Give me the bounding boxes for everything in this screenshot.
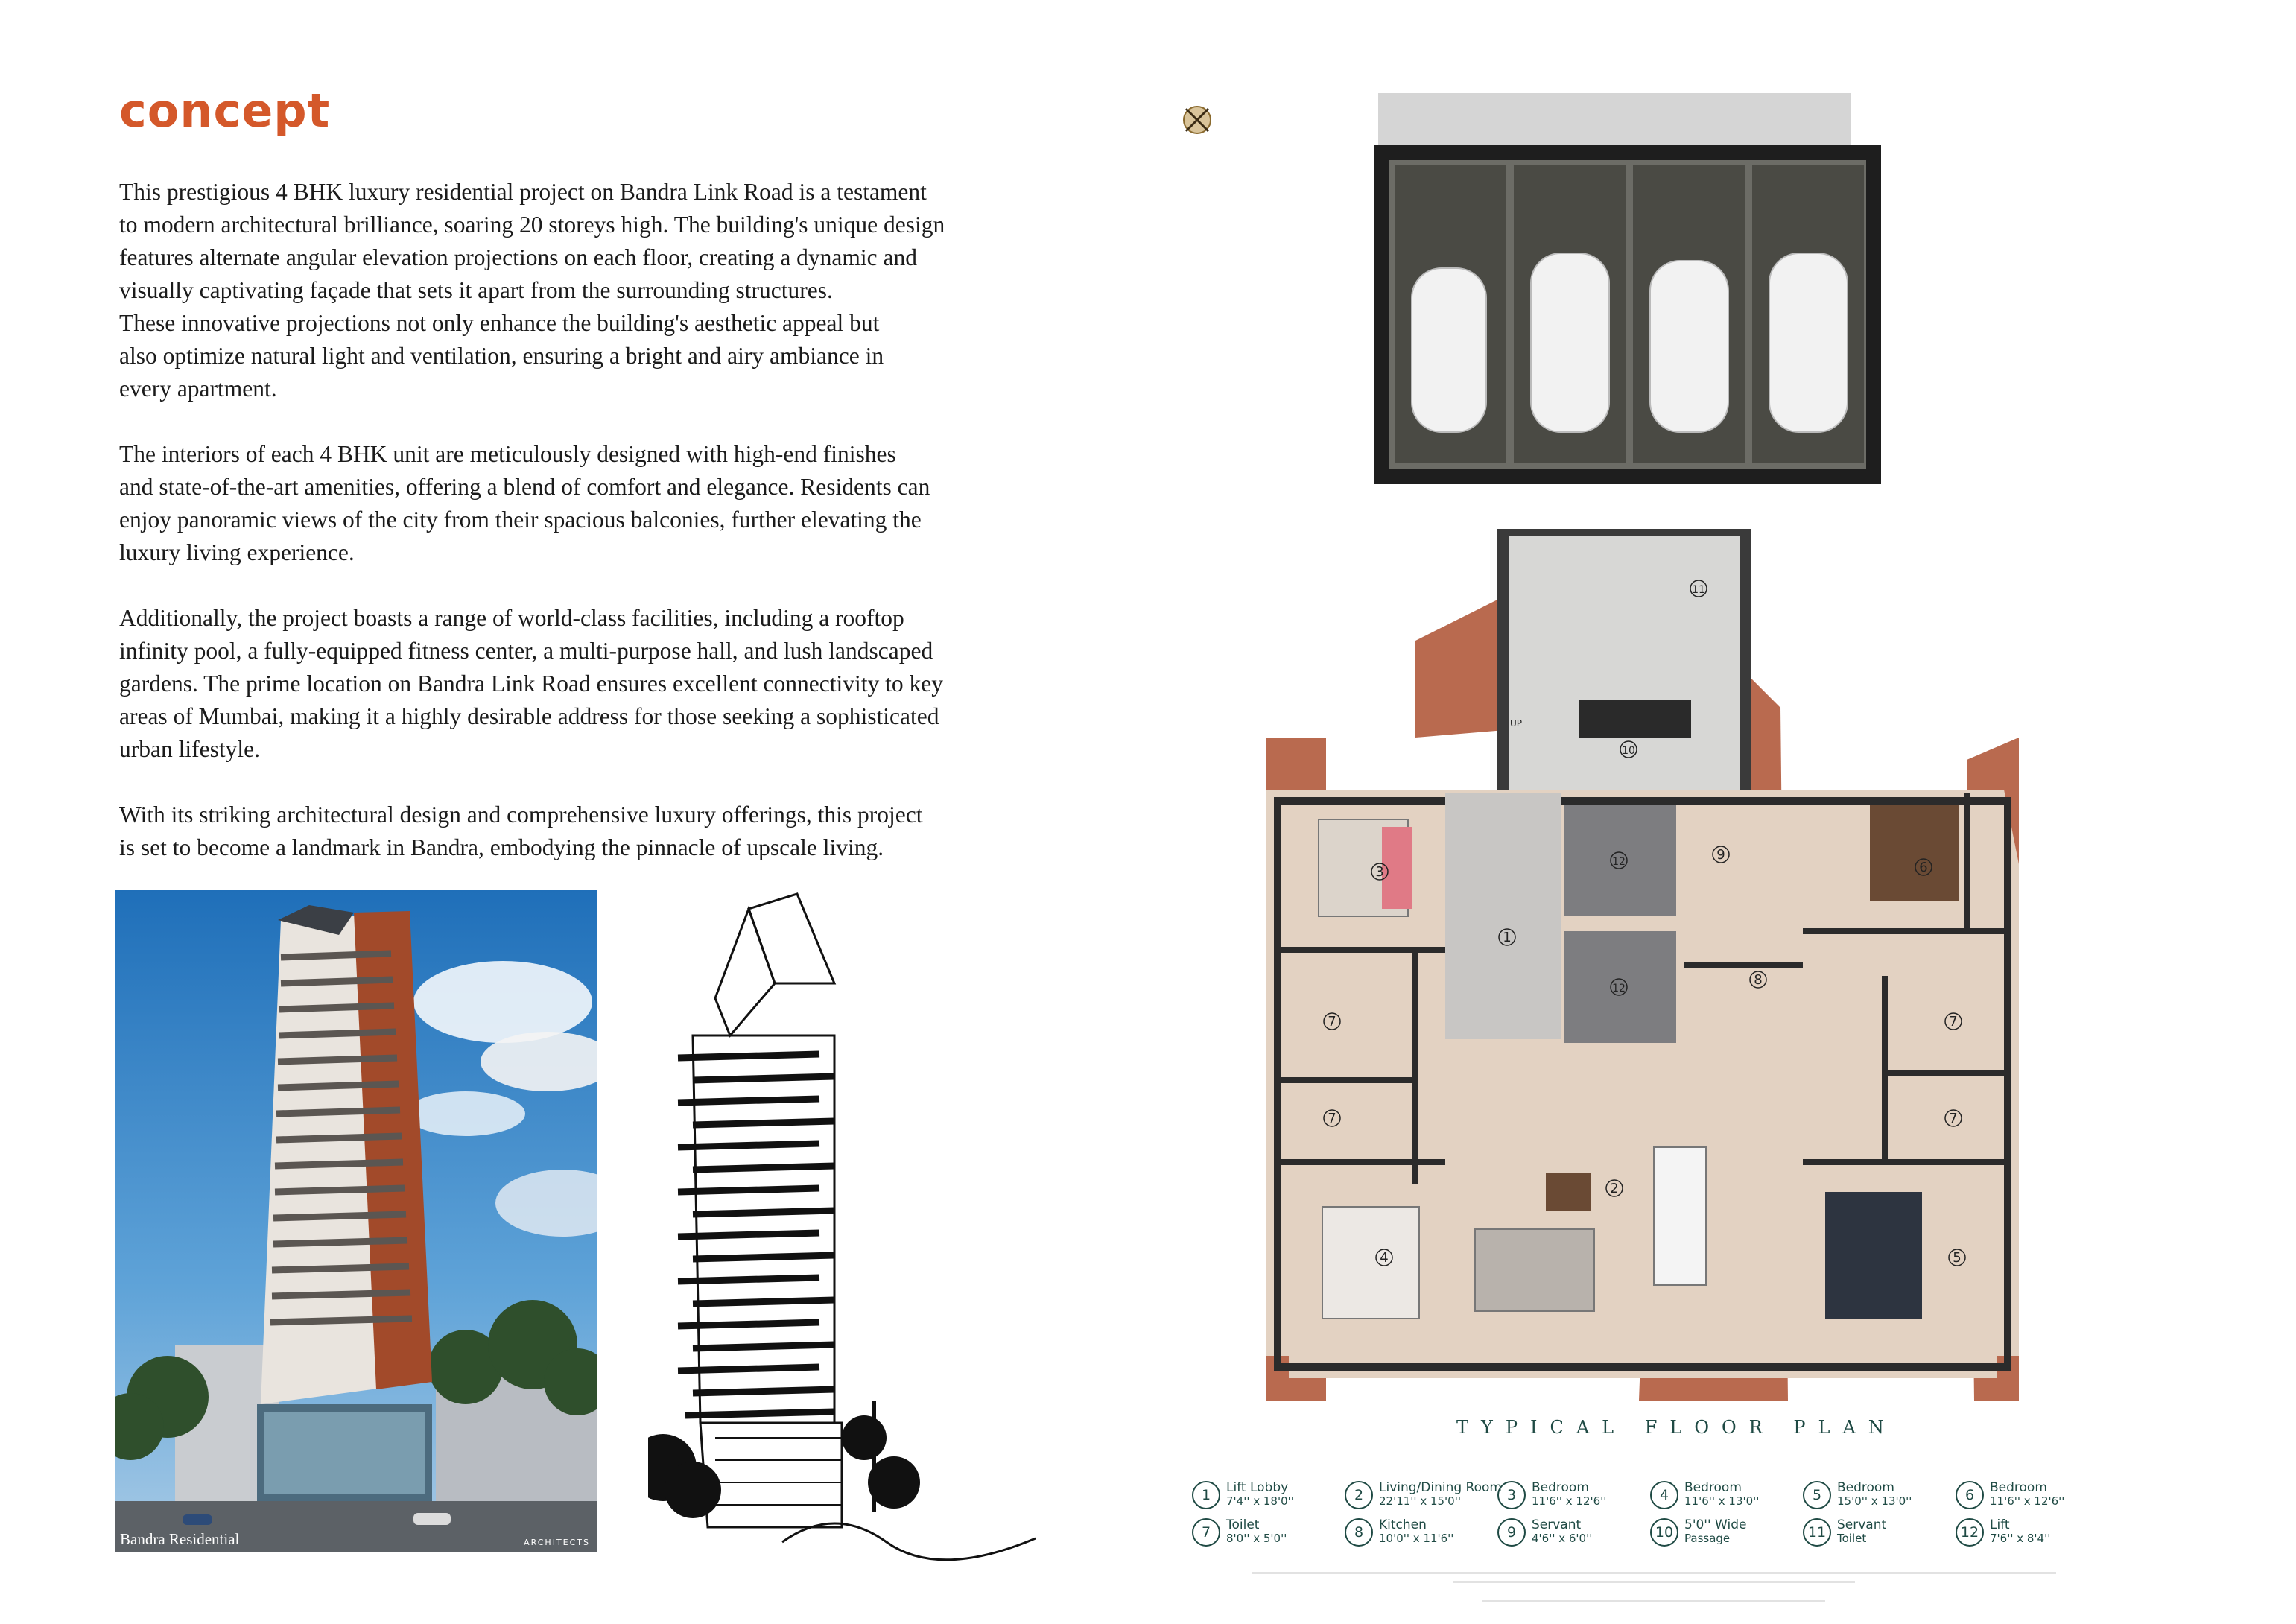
legend-item-8: 8 Kitchen 10'0'' x 11'6'': [1345, 1518, 1494, 1548]
plan-marker-5: 5: [1953, 1250, 1962, 1266]
typical-floor-plan: [1222, 89, 2064, 1408]
legend-item-5: 5 Bedroom 15'0'' x 13'0'': [1803, 1481, 1952, 1511]
legend-item-12: 12 Lift 7'6'' x 8'4'': [1956, 1518, 2105, 1548]
plan-marker-3: 3: [1375, 864, 1384, 880]
room-legend: [1192, 1481, 2078, 1548]
plan-marker-12a: 12: [1612, 856, 1626, 868]
architect-logo: ARCHITECTS: [524, 1538, 590, 1547]
stair-up-label: UP: [1509, 718, 1523, 729]
legend-item-1: 1 Lift Lobby 7'4'' x 18'0'': [1192, 1481, 1341, 1511]
paragraph-1: This prestigious 4 BHK luxury residential project on Bandra Link Road is a testament to modern architectural brilliance, soaring 20 storeys high. The building's unique design features alternate angular elevation projections on each floor, creating a dynamic and visually captivating façade that sets it apart from the surrounding structures. These innovative projections not only enhance the building's aesthetic appeal but also optimize natural light and ventilation, ensuring a bright and airy ambiance in every apartment.: [119, 179, 945, 402]
legend-item-9: 9 Servant 4'6'' x 6'0'': [1497, 1518, 1646, 1548]
plan-marker-4: 4: [1380, 1250, 1389, 1266]
plan-marker-7a: 7: [1328, 1014, 1336, 1030]
plan-marker-1: 1: [1503, 930, 1512, 945]
legend-item-2: 2 Living/Dining Room 22'11'' x 15'0'': [1345, 1481, 1494, 1511]
concept-text: [119, 176, 1013, 897]
paragraph-4: With its striking architectural design and comprehensive luxury offerings, this project is set to become a landmark in Bandra, embodying the pinnacle of upscale living.: [119, 802, 923, 860]
paragraph-2: The interiors of each 4 BHK unit are meticulously designed with high-end finishes and state-of-the-art amenities, offering a blend of comfort and elegance. Residents can enjoy panoramic views of the city from their spacious balconies, further elevating the luxury living experience.: [119, 441, 930, 565]
plan-marker-2: 2: [1610, 1181, 1619, 1196]
plan-marker-11: 11: [1692, 584, 1705, 596]
plan-marker-8: 8: [1754, 972, 1763, 988]
disclaimer-fine-print-2: [1453, 1581, 1855, 1583]
paragraph-3: Additionally, the project boasts a range of world-class facilities, including a rooftop infinity pool, a fully-equipped fitness center, a multi-purpose hall, and lush landscaped gardens. The prime location on Bandra Link Road ensures excellent connectivity to key areas of Mumbai, making it a highly desirable address for those seeking a sophisticated urban lifestyle.: [119, 605, 943, 762]
plan-marker-7c: 7: [1949, 1014, 1958, 1030]
legend-item-7: 7 Toilet 8'0'' x 5'0'': [1192, 1518, 1341, 1548]
building-sketch-image: [648, 886, 1065, 1564]
plan-marker-10: 10: [1622, 745, 1635, 757]
plan-title: TYPICAL FLOOR PLAN: [1456, 1417, 1897, 1438]
legend-item-11: 11 Servant Toilet: [1803, 1518, 1952, 1548]
building-render-image: [115, 890, 597, 1552]
north-compass-icon: [1179, 101, 1216, 139]
plan-marker-12b: 12: [1612, 983, 1626, 995]
disclaimer-fine-print: [1252, 1572, 2056, 1574]
plan-marker-9: 9: [1716, 847, 1725, 863]
page-heading: concept: [119, 83, 331, 138]
plan-marker-6: 6: [1919, 860, 1928, 875]
legend-item-4: 4 Bedroom 11'6'' x 13'0'': [1650, 1481, 1799, 1511]
rera-fine-print: [1482, 1600, 1825, 1602]
plan-marker-7d: 7: [1949, 1111, 1958, 1126]
legend-item-10: 10 5'0'' Wide Passage: [1650, 1518, 1799, 1548]
legend-item-3: 3 Bedroom 11'6'' x 12'6'': [1497, 1481, 1646, 1511]
render-caption: Bandra Residential: [120, 1530, 240, 1548]
plan-marker-7b: 7: [1328, 1111, 1336, 1126]
legend-item-6: 6 Bedroom 11'6'' x 12'6'': [1956, 1481, 2105, 1511]
